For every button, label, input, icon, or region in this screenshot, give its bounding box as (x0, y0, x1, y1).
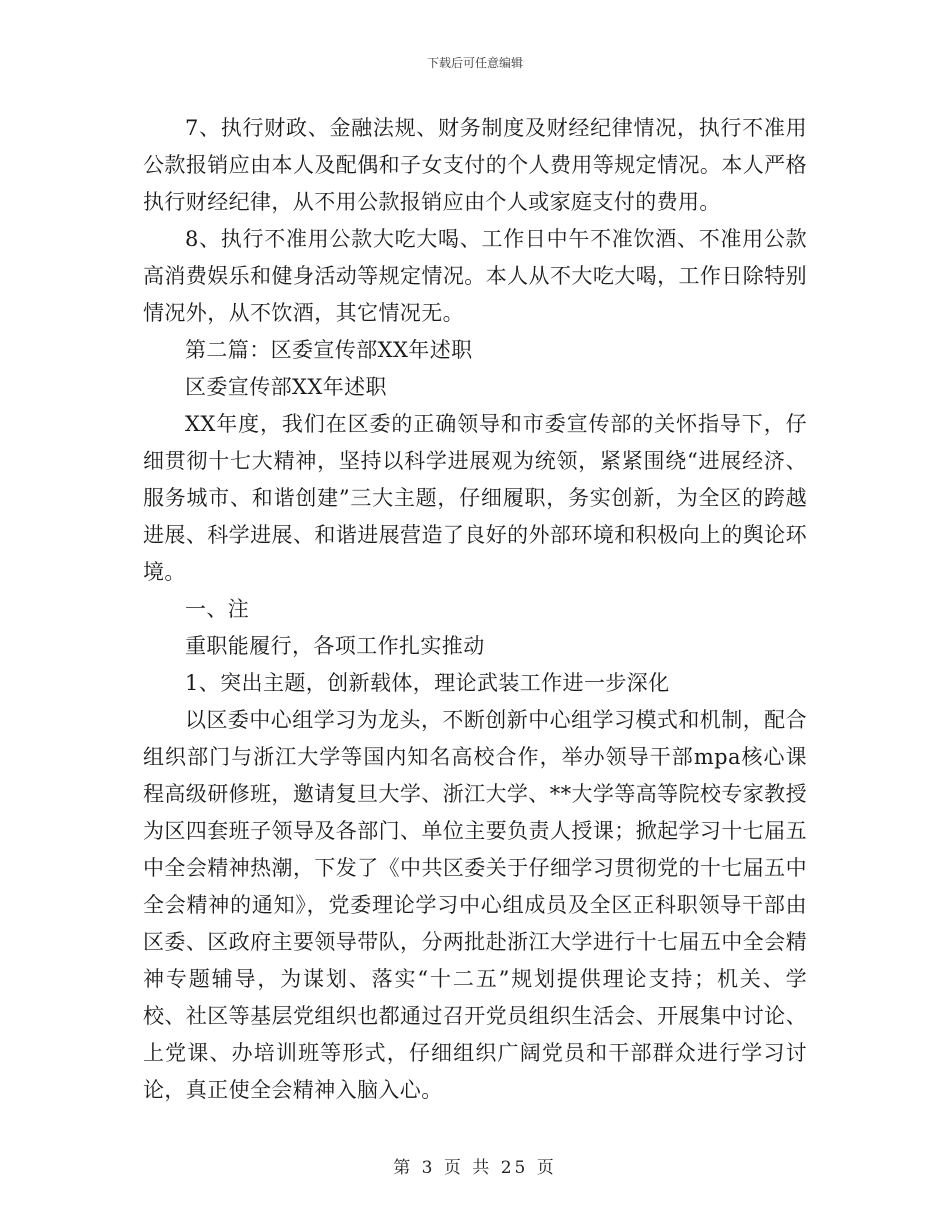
paragraph-item-8: 8、执行不准用公款大吃大喝、工作日中午不准饮酒、不准用公款高消费娱乐和健身活动等规定情况。本人从不大吃大喝，工作日除特别情况外，从不饮酒，其它情况无。 (143, 227, 807, 325)
report-title: 区委宣传部XX年述职 (185, 375, 387, 399)
paragraph-intro: XX年度，我们在区委的正确领导和市委宣传部的关怀指导下，仔细贯彻十七大精神，坚持以科学进展观为统领，紧紧围绕“进展经济、服务城市、和谐创建”三大主题，仔细履职，务实创新，为全区的跨越进展、科学进展、和谐进展营造了良好的外部环境和积极向上的舆论环境。 (143, 412, 807, 584)
heading-one: 一、注 (185, 597, 250, 621)
subheading-1: 1、突出主题，创新载体，理论武装工作进一步深化 (185, 671, 670, 695)
section-title-part-2: 第二篇：区委宣传部XX年述职 (185, 338, 473, 362)
page-header-note: 下载后可任意编辑 (426, 56, 523, 70)
heading-one-continued: 重职能履行，各项工作扎实推动 (185, 634, 485, 658)
paragraph-study: 以区委中心组学习为龙头，不断创新中心组学习模式和机制，配合组织部门与浙江大学等国内知名高校合作，举办领导干部mpa核心课程高级研修班，邀请复旦大学、浙江大学、**大学等高等院校专家教授为区四套班子领导及各部门、单位主要负责人授课；掀起学习十七届五中全会精神热潮，下发了《中共区委关于仔细学习贯彻党的十七届五中全会精神的通知》，党委理论学习中心组成员及全区正科职领导干部由区委、区政府主要领导带队，分两批赴浙江大学进行十七届五中全会精神专题辅导，为谋划、落实“十二五”规划提供理论支持；机关、学校、社区等基层党组织也都通过召开党员组织生活会、开展集中讨论、上党课、办培训班等形式，仔细组织广阔党员和干部群众进行学习讨论，真正使全会精神入脑入心。 (143, 708, 807, 1102)
page-number-footer: 第 3 页 共 25 页 (393, 1158, 557, 1178)
paragraph-item-7: 7、执行财政、金融法规、财务制度及财经纪律情况，执行不准用公款报销应由本人及配偶和子女支付的个人费用等规定情况。本人严格执行财经纪律，从不用公款报销应由个人或家庭支付的费用。 (143, 116, 807, 214)
document-body (143, 110, 807, 1109)
